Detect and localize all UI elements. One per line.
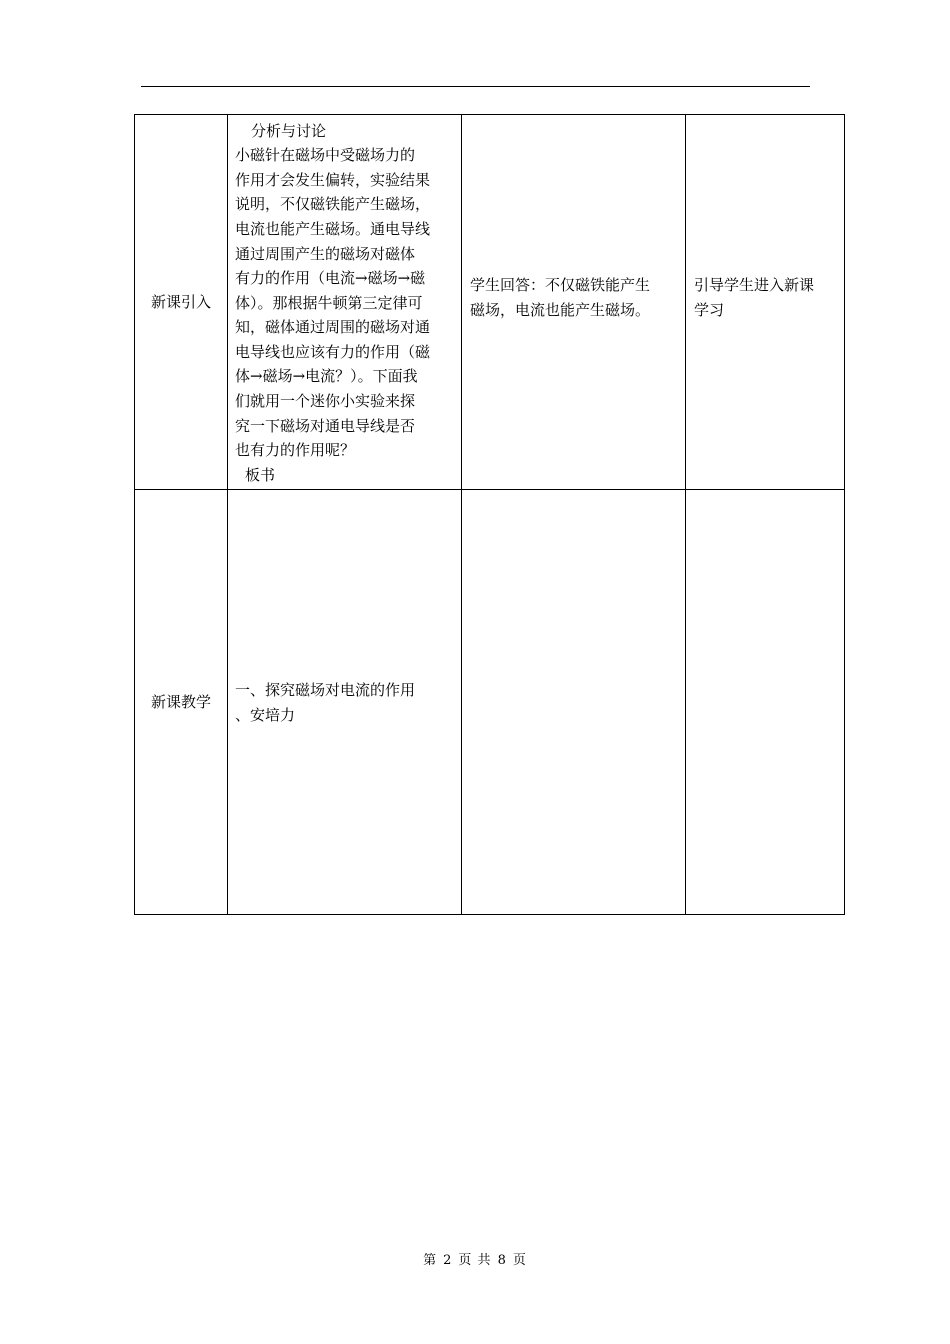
student-activity-text	[462, 273, 685, 322]
section-subheading: 、安培力	[235, 705, 296, 724]
board-note: 板书	[245, 465, 276, 484]
design-intent-line: 引导学生进入新课	[694, 276, 815, 295]
content-cell-intro	[228, 115, 462, 490]
stage-label: 新课教学	[150, 692, 211, 711]
stage-cell-teach	[135, 490, 228, 915]
student-activity-cell-intro	[462, 115, 686, 490]
lesson-plan-table	[134, 114, 845, 915]
content-cell-teach	[228, 490, 462, 915]
footer-prefix: 第	[423, 1253, 438, 1268]
page-footer	[0, 1249, 950, 1268]
content-line: 们就用一个迷你小实验来探	[235, 392, 416, 411]
footer-suffix: 页	[512, 1253, 527, 1268]
content-line: 知，磁体通过周围的磁场对通	[235, 318, 431, 337]
stage-label: 新课引入	[150, 292, 211, 311]
content-line: 体）。那根据牛顿第三定律可	[235, 293, 423, 312]
content-line: 通过周围产生的磁场对磁体	[235, 244, 416, 263]
content-line: 究一下磁场对通电导线是否	[235, 416, 416, 435]
content-line: 电流也能产生磁场。通电导线	[235, 219, 431, 238]
stage-cell-intro	[135, 115, 228, 490]
student-activity-line: 学生回答：不仅磁铁能产生	[470, 276, 651, 295]
content-line: 电导线也应该有力的作用（磁	[235, 342, 431, 361]
footer-total-pages: 8	[497, 1253, 507, 1268]
header-rule	[141, 86, 810, 87]
table-row-intro	[135, 115, 845, 490]
footer-page-number: 2	[443, 1253, 453, 1268]
table-row-teach	[135, 490, 845, 915]
design-intent-cell-teach	[686, 490, 845, 915]
design-intent-cell-intro	[686, 115, 845, 490]
content-line: 有力的作用（电流→磁场→磁	[235, 269, 426, 288]
content-line: 也有力的作用呢？	[235, 441, 356, 460]
content-line: 作用才会发生偏转，实验结果	[235, 170, 431, 189]
design-intent-text	[686, 273, 844, 322]
content-heading: 分析与讨论	[251, 121, 327, 140]
footer-mid: 页 共	[458, 1253, 492, 1268]
content-block	[228, 677, 461, 727]
student-activity-cell-teach	[462, 490, 686, 915]
content-line: 体→磁场→电流？）。下面我	[235, 367, 418, 386]
content-line: 小磁针在磁场中受磁场力的	[235, 146, 416, 165]
design-intent-line: 学习	[694, 301, 725, 319]
section-heading: 一、探究磁场对电流的作用	[235, 680, 416, 699]
content-block	[228, 117, 461, 488]
student-activity-line: 磁场，电流也能产生磁场。	[470, 301, 651, 319]
content-line: 说明，不仅磁铁能产生磁场，	[235, 195, 431, 214]
